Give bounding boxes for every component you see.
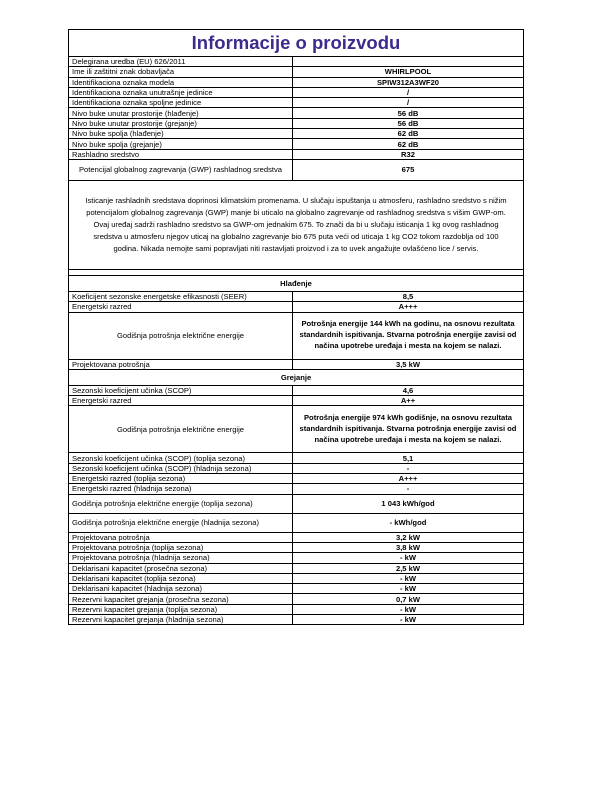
table-row (69, 57, 524, 67)
table-row (69, 149, 524, 159)
table-row (69, 474, 524, 484)
row-value: - kW (293, 584, 524, 594)
row-value: 3,2 kW (293, 532, 524, 542)
row-value: - kWh/god (293, 513, 524, 532)
table-row (69, 615, 524, 625)
row-label: Deklarisani kapacitet (hladnija sezona) (69, 584, 293, 594)
row-label: Ime ili zaštitni znak dobavljača (69, 67, 293, 77)
table-row (69, 484, 524, 494)
row-value: - (293, 463, 524, 473)
table-row (69, 532, 524, 542)
row-label: Godišnja potrošnja električne energije (69, 406, 293, 453)
row-label: Projektovana potrošnja (toplija sezona) (69, 542, 293, 552)
row-value: 675 (293, 159, 524, 180)
table-row (69, 396, 524, 406)
row-value: - kW (293, 573, 524, 583)
row-label: Sezonski koeficijent učinka (SCOP) (toplija sezona) (69, 453, 293, 463)
row-value: A++ (293, 396, 524, 406)
row-label: Projektovana potrošnja (69, 359, 293, 369)
row-label: Potencijal globalnog zagrevanja (GWP) rashladnog sredstva (69, 159, 293, 180)
table-row (69, 604, 524, 614)
row-value: / (293, 87, 524, 97)
row-value: 5,1 (293, 453, 524, 463)
row-value: Potrošnja energije 974 kWh godišnje, na osnovu rezultata standardnih ispitivanja. Stvarna potrošnja energije zavisi od načina upotrebe uređaja i mesta na kojem se nalazi. (293, 406, 524, 453)
table-row (69, 291, 524, 301)
table-row (69, 553, 524, 563)
table-row (69, 312, 524, 359)
row-label: Projektovana potrošnja (69, 532, 293, 542)
row-value: A+++ (293, 302, 524, 312)
table-row (69, 463, 524, 473)
table-row (69, 513, 524, 532)
row-value: A+++ (293, 474, 524, 484)
refrigerant-note: Isticanje rashladnih sredstava doprinosi klimatskim promenama. U slučaju ispuštanja u atmosferu, rashladno sredstvo s nižim potencijalom globalnog zagrevanja (GWP) manje bi uticalo na globalno zagrevanje od rashladnog sredstva s višim GWP-om. Ovaj uređaj sadrži rashladno sredstvo sa GWP-om jednakim 675. To znači da bi u slučaju isticanja 1 kg ovog rashladnog sredstva u atmosferu njegov uticaj na globalno zagrevanje bio 675 puta veći od uticaja 1 kg CO2 tokom razdoblja od 100 godina. Nikada nemojte sami popravljati niti rastavljati proizvod i za to uvek angažujte ovlašćeno lice / servis. (69, 180, 524, 269)
table-row (69, 359, 524, 369)
table-row (69, 542, 524, 552)
row-value: - (293, 484, 524, 494)
row-value: Potrošnja energije 144 kWh na godinu, na osnovu rezultata standardnih ispitivanja. Stvarna potrošnja energije zavisi od načina upotrebe uređaja i mesta na kojem se nalazi. (293, 312, 524, 359)
section-heading-cooling: Hlađenje (69, 275, 524, 291)
table-row (69, 118, 524, 128)
table-row (69, 573, 524, 583)
row-label: Nivo buke unutar prostorije (grejanje) (69, 118, 293, 128)
table-row (69, 87, 524, 97)
table-row (69, 385, 524, 395)
row-label: Rezervni kapacitet grejanja (prosečna sezona) (69, 594, 293, 604)
row-value: 56 dB (293, 108, 524, 118)
row-value: 8,5 (293, 291, 524, 301)
row-label: Rezervni kapacitet grejanja (toplija sezona) (69, 604, 293, 614)
table-row (69, 159, 524, 180)
row-value: - kW (293, 615, 524, 625)
row-label: Koeficijent sezonske energetske efikasnosti (SEER) (69, 291, 293, 301)
row-label: Identifikaciona oznaka unutrašnje jedinice (69, 87, 293, 97)
row-label: Projektovana potrošnja (hladnija sezona) (69, 553, 293, 563)
row-label: Nivo buke spolja (hlađenje) (69, 129, 293, 139)
row-label: Energetski razred (hladnija sezona) (69, 484, 293, 494)
table-row (69, 494, 524, 513)
section-heading-heating: Grejanje (69, 369, 524, 385)
row-label: Deklarisani kapacitet (prosečna sezona) (69, 563, 293, 573)
row-value: - kW (293, 604, 524, 614)
row-value: 3,8 kW (293, 542, 524, 552)
row-value: R32 (293, 149, 524, 159)
row-label: Godišnja potrošnja električne energije (69, 312, 293, 359)
row-label: Nivo buke unutar prostorije (hlađenje) (69, 108, 293, 118)
row-label: Energetski razred (toplija sezona) (69, 474, 293, 484)
table-row (69, 67, 524, 77)
table-row (69, 108, 524, 118)
row-value: WHIRLPOOL (293, 67, 524, 77)
row-label: Deklarisani kapacitet (toplija sezona) (69, 573, 293, 583)
table-row (69, 584, 524, 594)
row-value: 62 dB (293, 129, 524, 139)
row-value: 4,6 (293, 385, 524, 395)
page-title: Informacije o proizvodu (69, 30, 524, 57)
table-row (69, 453, 524, 463)
row-value: 3,5 kW (293, 359, 524, 369)
row-value: 62 dB (293, 139, 524, 149)
table-row (69, 77, 524, 87)
row-label: Delegirana uredba (EU) 626/2011 (69, 57, 293, 67)
row-value: 2,5 kW (293, 563, 524, 573)
table-row (69, 594, 524, 604)
row-value: - kW (293, 553, 524, 563)
row-label: Sezonski koeficijent učinka (SCOP) (69, 385, 293, 395)
row-label: Godišnja potrošnja električne energije (toplija sezona) (69, 494, 293, 513)
table-row (69, 406, 524, 453)
table-row (69, 563, 524, 573)
row-label: Nivo buke spolja (grejanje) (69, 139, 293, 149)
row-value: / (293, 98, 524, 108)
row-value: 1 043 kWh/god (293, 494, 524, 513)
row-value: 56 dB (293, 118, 524, 128)
row-label: Energetski razred (69, 396, 293, 406)
table-row (69, 98, 524, 108)
row-value: SPIW312A3WF20 (293, 77, 524, 87)
row-label: Sezonski koeficijent učinka (SCOP) (hladnija sezona) (69, 463, 293, 473)
row-label: Rashladno sredstvo (69, 149, 293, 159)
table-row (69, 129, 524, 139)
row-label: Identifikaciona oznaka modela (69, 77, 293, 87)
row-label: Godišnja potrošnja električne energije (hladnija sezona) (69, 513, 293, 532)
row-label: Identifikaciona oznaka spoljne jedinice (69, 98, 293, 108)
product-info-table (68, 29, 524, 625)
row-label: Energetski razred (69, 302, 293, 312)
table-row (69, 302, 524, 312)
table-row (69, 139, 524, 149)
row-value (293, 57, 524, 67)
row-value: 0,7 kW (293, 594, 524, 604)
row-label: Rezervni kapacitet grejanja (hladnija sezona) (69, 615, 293, 625)
